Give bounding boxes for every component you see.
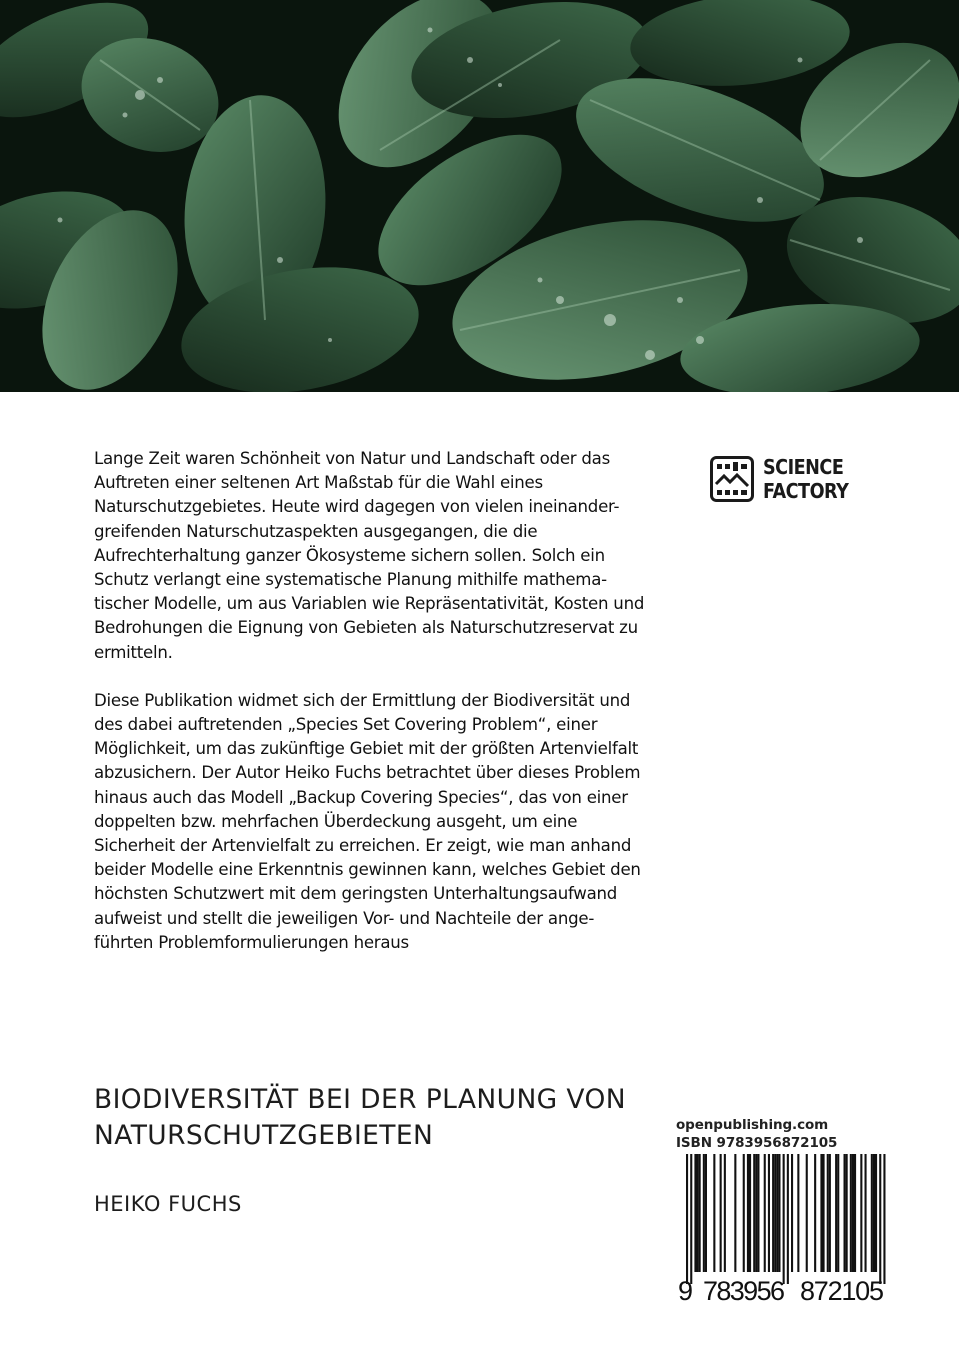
barcode-bar: [772, 1154, 774, 1272]
barcode-digits-group-2: 872105: [800, 1276, 884, 1306]
leaves-photo-icon: [0, 0, 959, 392]
barcode-bar: [764, 1154, 766, 1272]
barcode-bar: [686, 1154, 688, 1284]
barcode-bar: [829, 1154, 831, 1272]
barcode-bar: [846, 1154, 848, 1272]
barcode-digit-first: 9: [678, 1276, 694, 1306]
barcode-bar: [827, 1154, 829, 1272]
publisher-info: [676, 1116, 837, 1152]
barcode-bar: [705, 1154, 707, 1272]
publisher-website: openpublishing.com: [676, 1117, 829, 1133]
barcode-bar: [768, 1154, 770, 1272]
barcode-bar: [814, 1154, 816, 1272]
barcode-bar: [860, 1154, 862, 1272]
barcode-bar: [747, 1154, 749, 1272]
barcode-bar: [699, 1154, 701, 1272]
book-title-line-1: BIODIVERSITÄT BEI DER PLANUNG VON: [94, 1084, 626, 1115]
isbn-barcode: [672, 1154, 900, 1306]
barcode-bar: [743, 1154, 745, 1272]
barcode-bar: [791, 1154, 793, 1272]
barcode-bar: [879, 1154, 881, 1284]
logo-line-2: FACTORY: [763, 479, 849, 503]
barcode-bar: [823, 1154, 825, 1272]
logo-line-1: SCIENCE: [763, 455, 844, 479]
book-author: HEIKO FUCHS: [94, 1192, 242, 1216]
barcode-bar: [774, 1154, 776, 1272]
book-title-line-2: NATURSCHUTZGEBIETEN: [94, 1120, 434, 1151]
barcode-bar: [753, 1154, 755, 1272]
cover-photo: [0, 0, 959, 392]
barcode-bar: [703, 1154, 705, 1272]
barcode-bar: [820, 1154, 822, 1272]
barcode-bar: [854, 1154, 856, 1272]
barcode-bar: [875, 1154, 877, 1272]
logo-wordmark: [763, 455, 848, 503]
barcode-bar: [734, 1154, 736, 1272]
barcode-bar: [837, 1154, 839, 1272]
science-factory-logo: [710, 456, 880, 506]
barcode-bar: [755, 1154, 757, 1272]
barcode-bar: [883, 1154, 885, 1284]
barcode-bar: [697, 1154, 699, 1272]
barcode-bar: [749, 1154, 751, 1272]
back-cover-blurb: [94, 447, 680, 979]
blurb-paragraph-1: Lange Zeit waren Schönheit von Natur und Landschaft oder das Auftreten einer seltenen Art Maßstab für die Wahl eines Naturschutzgebietes. Heute wird dagegen von vielen ineinander- greifenden Naturschutzaspekten ausgegangen, die die Aufrechterhaltung ganzer Ökosysteme sichern sollen. Solch ein Schutz verlangt eine systematische Planung mithilfe mathema- tischer Modelle, um aus Variablen wie Repräsentativität, Kosten und Bedrohungen die Eignung von Gebieten als Naturschutzreservat zu ermitteln.: [94, 449, 645, 662]
barcode-bar: [850, 1154, 852, 1272]
barcode-bar: [776, 1154, 778, 1272]
barcode-bar: [835, 1154, 837, 1272]
barcode-bar: [724, 1154, 726, 1272]
barcode-bar: [865, 1154, 867, 1272]
barcode-bar: [844, 1154, 846, 1272]
barcode-bar: [806, 1154, 808, 1272]
isbn-label: ISBN 9783956872105: [676, 1135, 838, 1151]
barcode-bar: [778, 1154, 780, 1272]
barcode-bar: [797, 1154, 799, 1272]
science-factory-logo-icon: [710, 456, 754, 502]
barcode-bar: [690, 1154, 692, 1284]
book-title: [94, 1082, 694, 1154]
barcode-bar: [873, 1154, 875, 1272]
barcode-digits-group-1: 783956: [703, 1276, 785, 1306]
barcode-bar: [783, 1154, 785, 1284]
barcode-bar: [720, 1154, 722, 1272]
blurb-paragraph-2: Diese Publikation widmet sich der Ermittlung der Biodiversität und des dabei auftretenden „Species Set Covering Problem“, einer Möglichkeit, um das zukünftige Gebiet mit der größten Artenvielfalt abzusichern. Der Autor Heiko Fuchs betrachtet über dieses Problem hinaus auch das Modell „Backup Covering Species“, das von einer doppelten bzw. mehrfachen Überdeckung ausgeht, um eine Sicherheit der Artenvielfalt zu erreichen. Er zeigt, wie man anhand beider Modelle eine Erkenntnis gewinnen kann, welches Gebiet den höchsten Schutzwert mit dem geringsten Unterhaltungsaufwand aufweist und stellt die jeweiligen Vor- und Nachteile der ange- führten Problemformulierungen heraus: [94, 690, 641, 952]
barcode-bar: [871, 1154, 873, 1272]
barcode-bar: [852, 1154, 854, 1272]
barcode-bar: [713, 1154, 715, 1272]
barcode-bar: [787, 1154, 789, 1284]
barcode-bar: [694, 1154, 696, 1272]
barcode-bar: [757, 1154, 759, 1272]
